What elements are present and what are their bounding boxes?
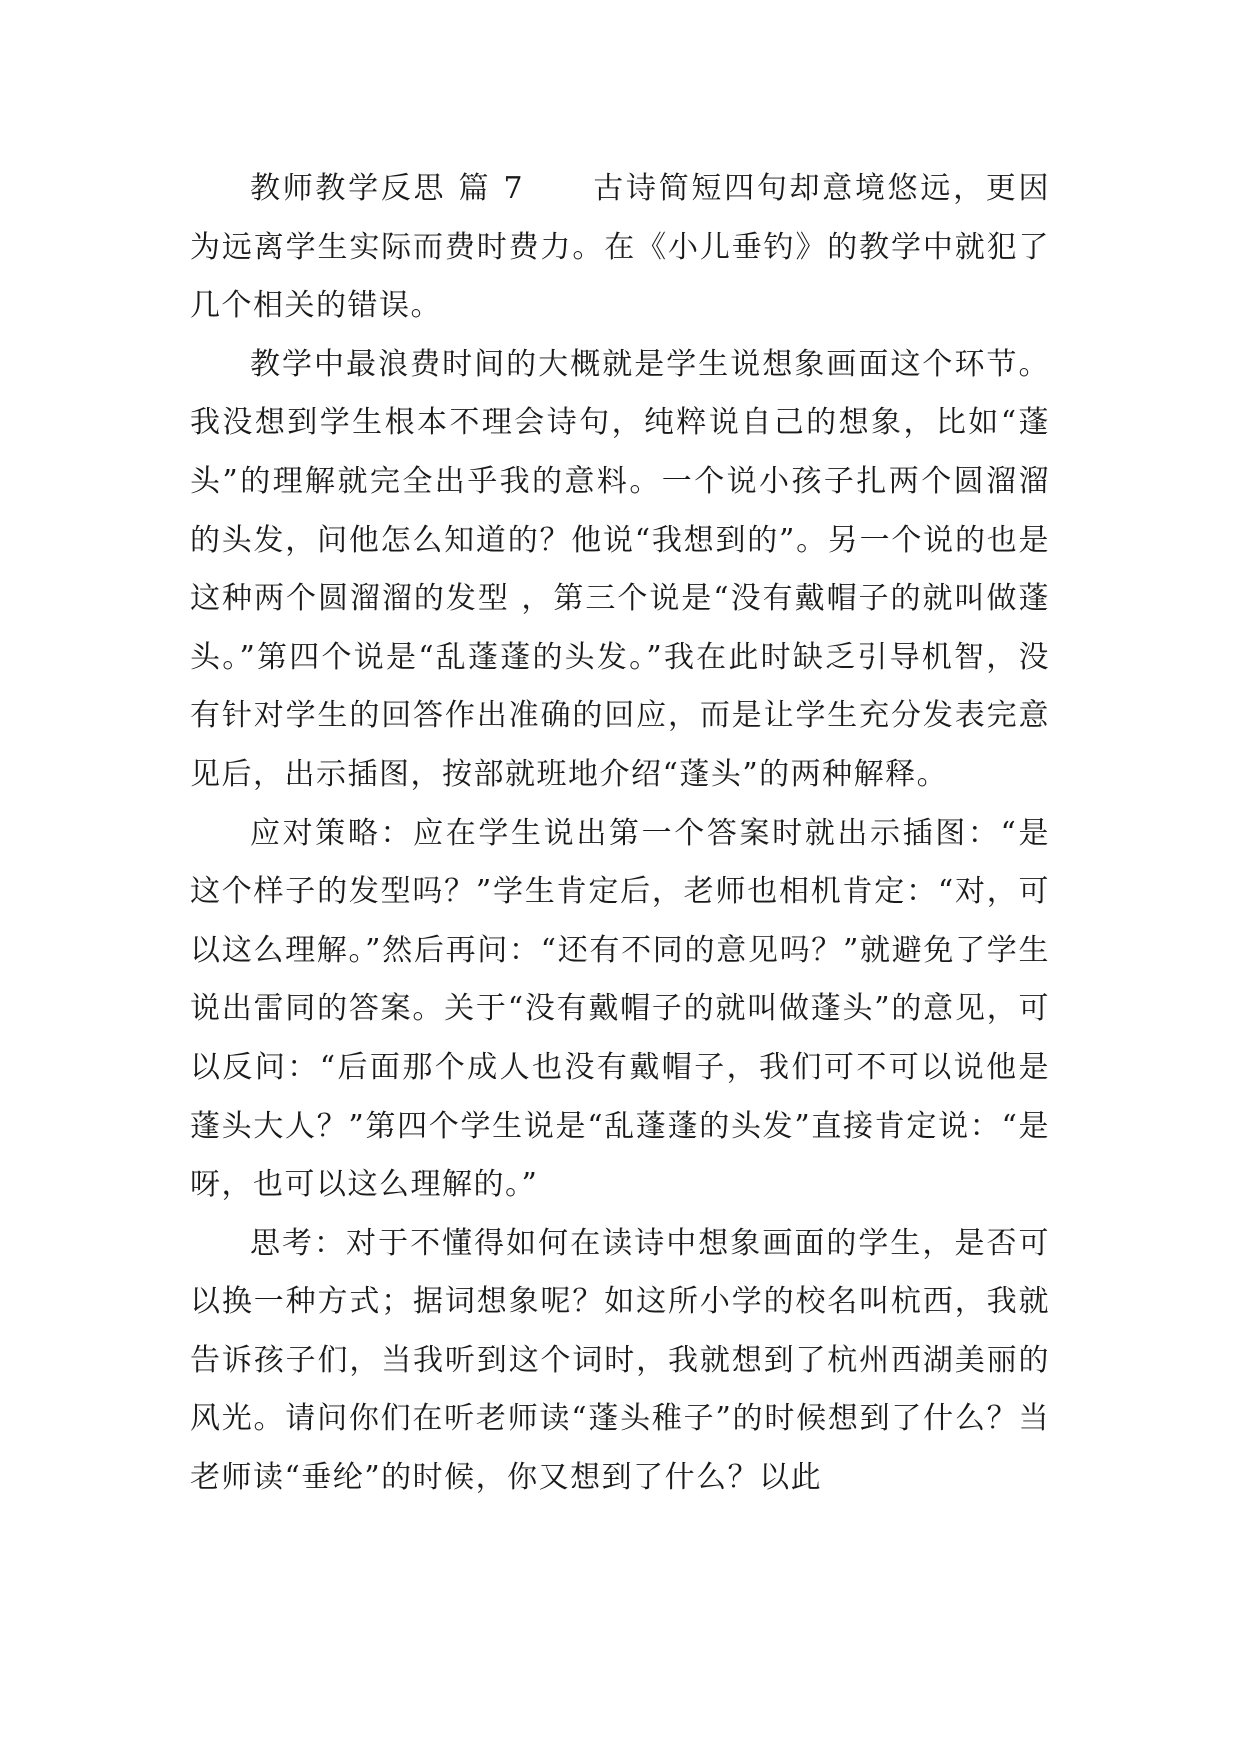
document-title: 教师教学反思 篇 7 (250, 171, 525, 206)
document-body (190, 160, 1050, 1508)
paragraph-3: 应对策略：应在学生说出第一个答案时就出示插图：“是这个样子的发型吗？”学生肯定后，老师也相机肯定：“对，可以这么理解。”然后再问：“还有不同的意见吗？”就避免了学生说出雷同的答案。关于“没有戴帽子的就叫做蓬头”的意见，可以反问：“后面那个成人也没有戴帽子，我们可不可以说他是蓬头大人？”第四个学生说是“乱蓬蓬的头发”直接肯定说：“是呀，也可以这么理解的。” (190, 815, 1050, 1203)
paragraph-2: 教学中最浪费时间的大概就是学生说想象画面这个环节。我没想到学生根本不理会诗句，纯粹说自己的想象，比如“蓬头”的理解就完全出乎我的意料。一个说小孩子扎两个圆溜溜的头发，问他怎么知道的？他说“我想到的”。另一个说的也是这种两个圆溜溜的发型 ，第三个说是“没有戴帽子的就叫做蓬头。”第四个说是“乱蓬蓬的头发。”我在此时缺乏引导机智，没有针对学生的回答作出准确的回应，而是让学生充分发表完意见后，出示插图，按部就班地介绍“蓬头”的两种解释。 (190, 346, 1050, 792)
paragraph-4: 思考：对于不懂得如何在读诗中想象画面的学生，是否可以换一种方式；据词想象呢？如这所小学的校名叫杭西，我就告诉孩子们，当我听到这个词时，我就想到了杭州西湖美丽的风光。请问你们在听老师读“蓬头稚子”的时候想到了什么？当老师读“垂纶”的时候，你又想到了什么？以此 (190, 1225, 1050, 1496)
paragraph-text: 古诗简短四句却意境悠远，更因为远离学生实际而费时费力。在《小儿垂钓》的教学中就犯了几个相关的错误。 (190, 171, 1051, 324)
paragraph-1 (190, 160, 1050, 336)
